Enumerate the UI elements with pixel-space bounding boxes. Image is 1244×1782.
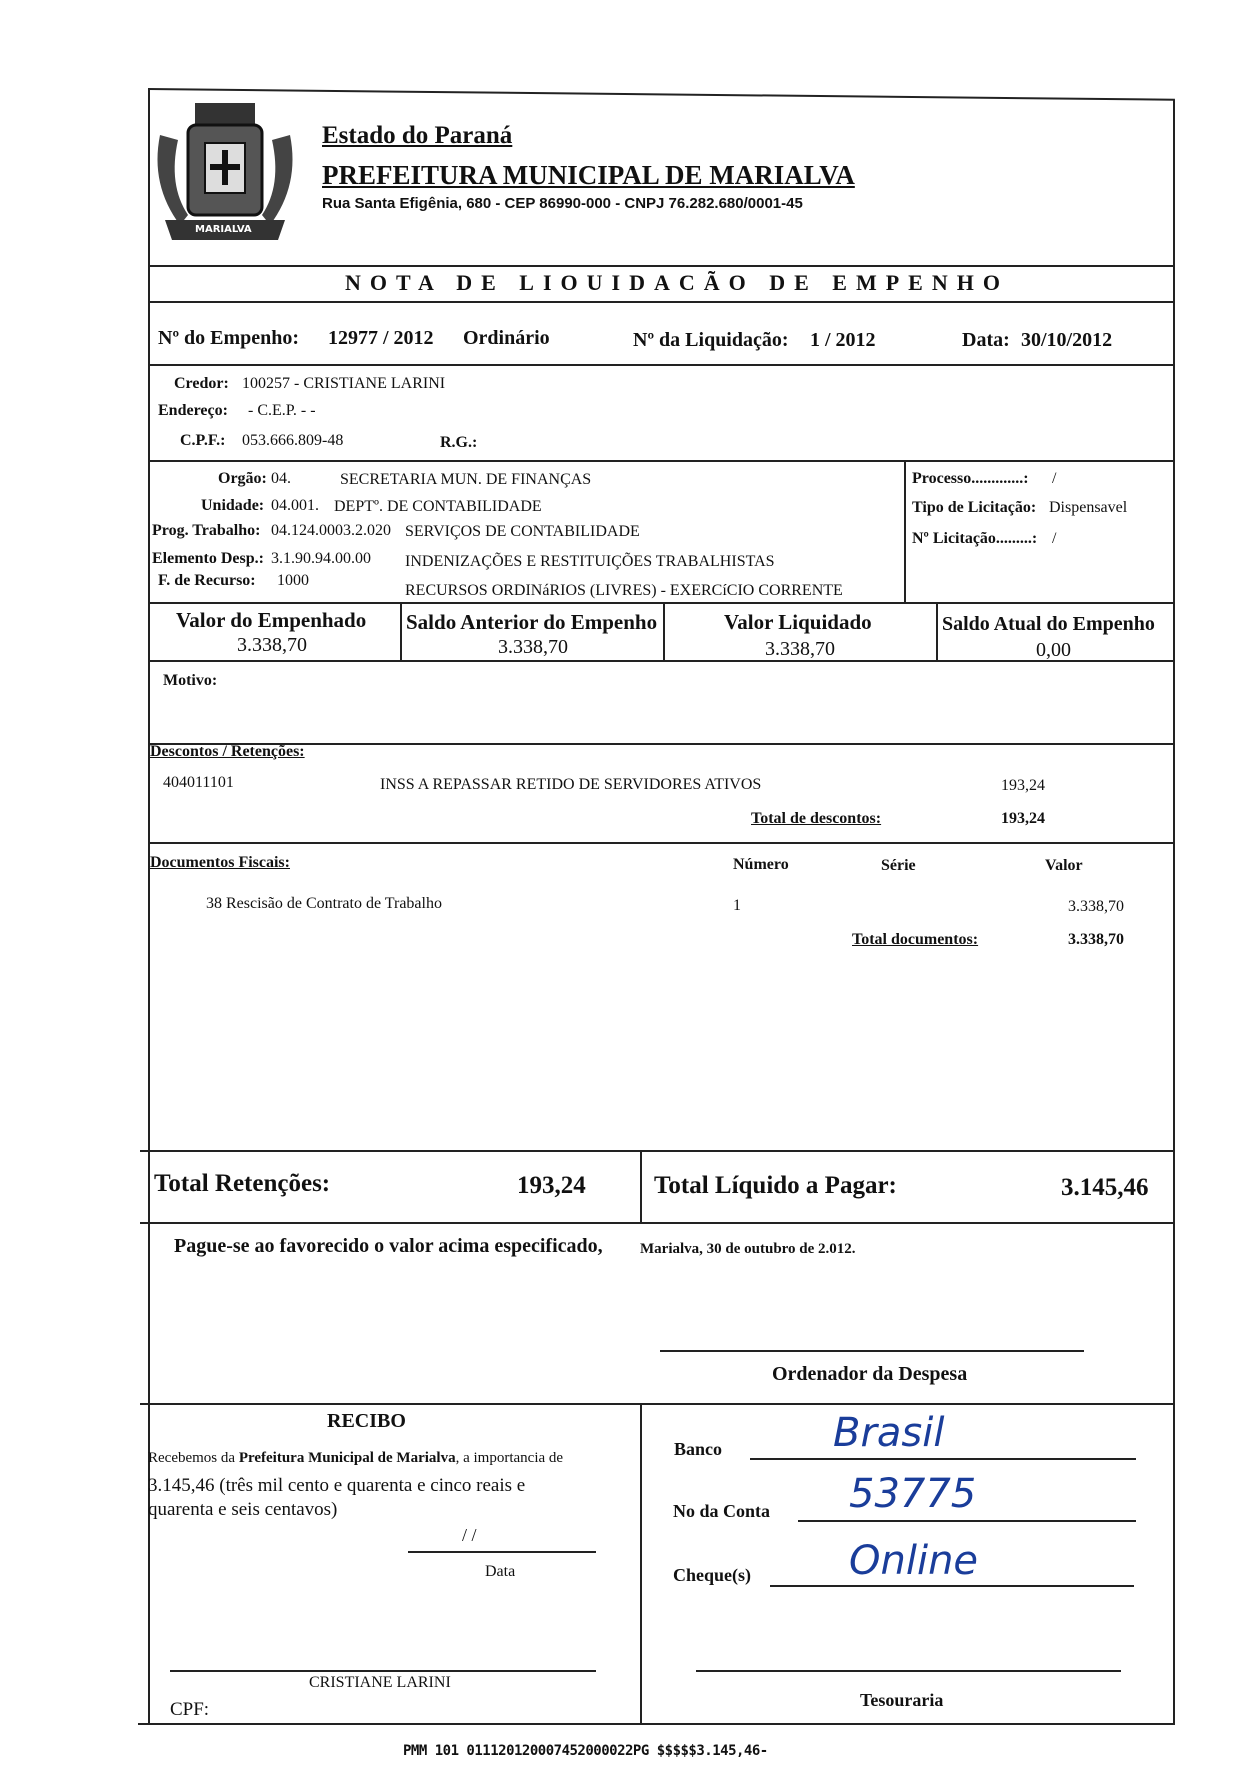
col-valor: Valor bbox=[1045, 857, 1083, 874]
banco-handwritten: Brasil bbox=[833, 1410, 945, 1456]
recibo-amount-line2: quarenta e seis centavos) bbox=[148, 1499, 338, 1520]
pague-se-text: Pague-se ao favorecido o valor acima especificado, bbox=[174, 1235, 603, 1257]
liquidacao-number: 1 / 2012 bbox=[810, 329, 876, 351]
frame-top bbox=[148, 88, 1175, 101]
recibo-signature-line bbox=[170, 1670, 596, 1672]
cpf-value: 053.666.809-48 bbox=[242, 432, 344, 449]
licitacao-tipo-label: Tipo de Licitação: bbox=[912, 499, 1037, 516]
documento-desc: 38 Rescisão de Contrato de Trabalho bbox=[206, 895, 442, 912]
date-value: 30/10/2012 bbox=[1021, 329, 1113, 351]
conta-handwritten: 53775 bbox=[849, 1471, 977, 1517]
elemento-name: INDENIZAÇÕES E RESTITUIÇÕES TRABALHISTAS bbox=[405, 553, 775, 570]
recibo-text-1: Recebemos da bbox=[148, 1450, 236, 1466]
saldo-anterior: 3.338,70 bbox=[498, 636, 568, 658]
valor-liquidado-label: Valor Liquidado bbox=[724, 610, 872, 634]
prog-trabalho-name: SERVIÇOS DE CONTABILIDADE bbox=[405, 523, 640, 540]
documentos-total: 3.338,70 bbox=[1068, 931, 1124, 948]
recibo-signer: CRISTIANE LARINI bbox=[309, 1674, 451, 1691]
descontos-total: 193,24 bbox=[1001, 810, 1045, 827]
recibo-text-bold: Prefeitura Municipal de Marialva bbox=[238, 1450, 456, 1466]
total-retencoes-label: Total Retenções: bbox=[154, 1170, 331, 1197]
banco-line bbox=[750, 1458, 1136, 1460]
recibo-text-2: , a importancia de bbox=[455, 1450, 564, 1466]
processo-value: / bbox=[1052, 470, 1057, 487]
documentos-title: Documentos Fiscais: bbox=[150, 854, 290, 871]
documento-valor: 3.338,70 bbox=[1068, 898, 1124, 915]
header-municipality: PREFEITURA MUNICIPAL DE MARIALVA bbox=[322, 160, 855, 190]
unidade-name: DEPTº. DE CONTABILIDADE bbox=[334, 498, 542, 515]
ordenador-label: Ordenador da Despesa bbox=[772, 1363, 968, 1385]
tesouraria-label: Tesouraria bbox=[860, 1690, 944, 1710]
conta-line bbox=[798, 1520, 1136, 1522]
frame-right bbox=[1173, 100, 1175, 1724]
coat-of-arms bbox=[150, 95, 300, 255]
empenho-number-label: Nº do Empenho: bbox=[158, 327, 300, 349]
unidade-code: 04.001. bbox=[271, 497, 319, 514]
liquidacao-label: Nº da Liquidação: bbox=[633, 329, 789, 351]
recibo-cpf-label: CPF: bbox=[170, 1699, 210, 1720]
orgao-label: Orgão: bbox=[218, 470, 267, 487]
credor-label: Credor: bbox=[174, 375, 229, 392]
date-label: Data: bbox=[962, 329, 1010, 351]
licitacao-tipo-value: Dispensavel bbox=[1049, 499, 1128, 516]
header-state: Estado do Paraná bbox=[322, 122, 513, 149]
recurso-label: F. de Recurso: bbox=[158, 572, 256, 589]
recibo-title: RECIBO bbox=[327, 1410, 406, 1432]
empenho-type: Ordinário bbox=[463, 327, 550, 349]
documento-numero: 1 bbox=[733, 897, 741, 914]
valor-empenhado-label: Valor do Empenhado bbox=[176, 608, 367, 632]
pague-se-local-data: Marialva, 30 de outubro de 2.012. bbox=[640, 1241, 856, 1257]
tesouraria-line bbox=[696, 1670, 1121, 1672]
elemento-code: 3.1.90.94.00.00 bbox=[271, 550, 371, 567]
footer-code: PMM 101 011120120007452000022PG $$$$$3.145,46- bbox=[403, 1743, 768, 1759]
saldo-atual: 0,00 bbox=[1036, 639, 1071, 661]
valor-empenhado: 3.338,70 bbox=[237, 634, 307, 656]
descontos-title: Descontos / Retenções: bbox=[150, 743, 305, 760]
recibo-date-line bbox=[408, 1551, 596, 1553]
documentos-total-label: Total documentos: bbox=[852, 931, 979, 948]
conta-label: No da Conta bbox=[673, 1501, 771, 1521]
motivo-label: Motivo: bbox=[163, 672, 218, 689]
recibo-data-label: Data bbox=[485, 1563, 516, 1580]
recibo-text bbox=[148, 1450, 563, 1467]
desconto-code: 404011101 bbox=[163, 774, 234, 791]
cheque-handwritten: Online bbox=[849, 1538, 979, 1584]
empenho-number: 12977 / 2012 bbox=[328, 327, 434, 349]
orgao-name: SECRETARIA MUN. DE FINANÇAS bbox=[340, 471, 592, 488]
ordenador-signature-line bbox=[660, 1350, 1084, 1352]
recibo-amount-line1: 3.145,46 (três mil cento e quarenta e cinco reais e bbox=[148, 1475, 526, 1496]
prog-trabalho-label: Prog. Trabalho: bbox=[152, 522, 261, 539]
col-serie: Série bbox=[881, 857, 916, 874]
unidade-label: Unidade: bbox=[201, 497, 265, 514]
cheque-label: Cheque(s) bbox=[673, 1565, 752, 1585]
total-liquido: 3.145,46 bbox=[1061, 1174, 1149, 1201]
orgao-code: 04. bbox=[271, 470, 291, 487]
coat-of-arms-banner: MARIALVA bbox=[195, 224, 252, 235]
licitacao-num-value: / bbox=[1052, 530, 1057, 547]
cheque-line bbox=[770, 1585, 1134, 1587]
elemento-label: Elemento Desp.: bbox=[152, 550, 264, 567]
rg-label: R.G.: bbox=[440, 434, 478, 451]
recurso-name: RECURSOS ORDINáRIOS (LIVRES) - EXERCíCIO CORRENTE bbox=[405, 582, 843, 599]
banco-label: Banco bbox=[674, 1439, 723, 1459]
endereco-label: Endereço: bbox=[158, 402, 228, 419]
desconto-desc: INSS A REPASSAR RETIDO DE SERVIDORES ATIVOS bbox=[380, 776, 762, 793]
col-numero: Número bbox=[733, 856, 789, 873]
recibo-date-slashes: / / bbox=[462, 1525, 477, 1545]
prog-trabalho-code: 04.124.0003.2.020 bbox=[271, 522, 391, 539]
processo-label: Processo.............: bbox=[912, 470, 1029, 487]
document-title: NOTA DE LIOUIDACÃO DE EMPENHO bbox=[345, 270, 1009, 295]
licitacao-num-label: Nº Licitação.........: bbox=[912, 530, 1038, 547]
recurso-code: 1000 bbox=[277, 572, 309, 589]
valor-liquidado: 3.338,70 bbox=[765, 638, 835, 660]
endereco-value: - C.E.P. - - bbox=[248, 402, 316, 419]
frame-bottom bbox=[138, 1723, 1175, 1725]
total-liquido-label: Total Líquido a Pagar: bbox=[654, 1172, 897, 1199]
desconto-value: 193,24 bbox=[1001, 777, 1045, 794]
total-retencoes: 193,24 bbox=[517, 1172, 586, 1199]
descontos-total-label: Total de descontos: bbox=[751, 810, 882, 827]
saldo-atual-label: Saldo Atual do Empenho bbox=[942, 613, 1155, 635]
cpf-label: C.P.F.: bbox=[180, 432, 226, 449]
credor-value: 100257 - CRISTIANE LARINI bbox=[242, 375, 446, 392]
header-address: Rua Santa Efigênia, 680 - CEP 86990-000 - CNPJ 76.282.680/0001-45 bbox=[322, 195, 803, 212]
saldo-anterior-label: Saldo Anterior do Empenho bbox=[406, 610, 658, 634]
